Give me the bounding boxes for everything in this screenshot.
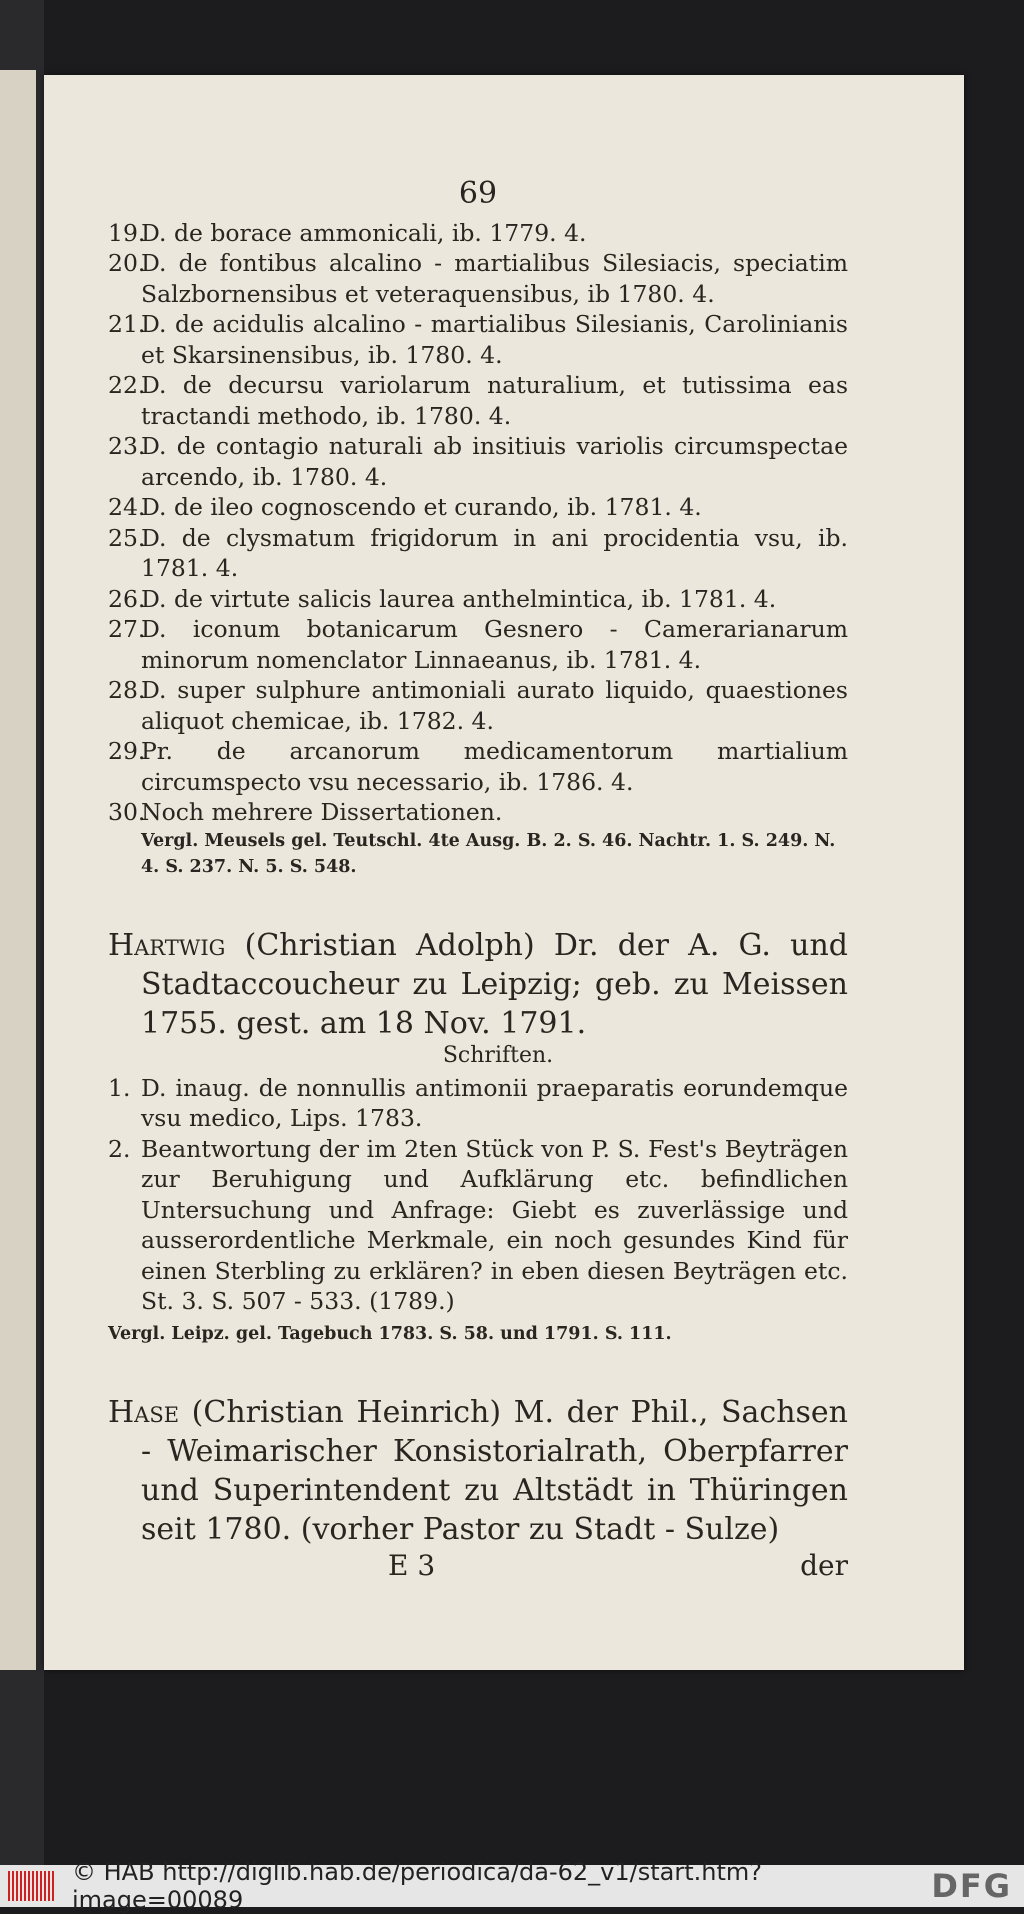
entry-number: 27.: [108, 615, 146, 643]
reference-note: Vergl. Leipz. gel. Tagebuch 1783. S. 58. und 1791. S. 111.: [108, 1323, 672, 1344]
entry-text: Pr. de arcanorum medicamentorum martialium circumspecto vsu necessario, ib. 1786. 4.: [141, 737, 848, 796]
entry-text: D. de decursu variolarum naturalium, et tutissima eas tractandi methodo, ib. 1780. 4.: [141, 371, 848, 430]
author-details: (Christian Adolph) Dr. der A. G. und Stadtaccoucheur zu Leipzig; geb. zu Meissen 1755. gest. am 18 Nov. 1791.: [141, 927, 848, 1041]
book-page: [44, 75, 964, 1670]
reference-note: Vergl. Meusels gel. Teutschl. 4te Ausg. B. 2. S. 46. Nachtr. 1. S. 249. N. 4. S. 237. N. 5. S. 548.: [141, 830, 836, 877]
page-content: [108, 176, 848, 1583]
dfg-logo: DFG: [931, 1867, 1012, 1905]
previous-page-edge: [0, 70, 36, 1670]
entry-number: 25.: [108, 523, 146, 552]
entry-number: 21.: [108, 310, 146, 338]
entry-text: D. iconum botanicarum Gesnero - Camerarianarum minorum nomenclator Linnaeanus, ib. 1781. 4.: [141, 615, 848, 674]
viewer-footer: [0, 1858, 1024, 1914]
entry-number: 20.: [108, 249, 146, 277]
author-surname: Hartwig: [108, 927, 226, 963]
entry-number: 26.: [108, 584, 146, 613]
entry-text: D. de fontibus alcalino - martialibus Silesiacis, speciatim Salzbornensibus et veteraquensibus, ib 1780. 4.: [141, 249, 848, 308]
list-item: [108, 1073, 848, 1134]
entry-text: D. inaug. de nonnullis antimonii praeparatis eorundemque vsu medico, Lips. 1783.: [141, 1073, 848, 1132]
list-item: [108, 218, 848, 249]
biography-heading-hartwig: [108, 926, 848, 1043]
list-item: [108, 370, 848, 431]
copyright-link[interactable]: © HAB http://diglib.hab.de/periodica/da-62_v1/start.htm?image=00089: [72, 1858, 762, 1914]
list-item: [108, 248, 848, 309]
entry-text: D. de contagio naturali ab insitiuis variolis circumspectae arcendo, ib. 1780. 4.: [141, 432, 848, 491]
entry-number: 28.: [108, 676, 146, 704]
list-item: [108, 797, 848, 828]
entry-text: D. de acidulis alcalino - martialibus Silesianis, Carolinianis et Skarsinensibus, ib. 1780. 4.: [141, 310, 848, 369]
list-item: [108, 1134, 848, 1317]
entry-list-a: [108, 218, 848, 828]
entry-text: D. super sulphure antimoniali aurato liquido, quaestiones aliquot chemicae, ib. 1782. 4.: [141, 676, 848, 735]
entry-text: D. de clysmatum frigidorum in ani procidentia vsu, ib. 1781. 4.: [141, 523, 848, 582]
entry-number: 19.: [108, 218, 146, 247]
catchword: der: [800, 1548, 848, 1582]
entry-text: Beantwortung der im 2ten Stück von P. S. Fest's Beyträgen zur Beruhigung und Aufklärung etc. befindlichen Untersuchung und Anfrage: Giebt es zuverlässige und ausserordentliche Merkmale, ein noch gesundes Kind für einen Sterbling zu erklären? in eben diesen Beyträgen etc. St. 3. S. 507 - 533. (1789.): [141, 1134, 848, 1315]
entry-number: 1.: [108, 1073, 131, 1102]
page-footer-line: [108, 1549, 848, 1583]
entry-text: D. de ileo cognoscendo et curando, ib. 1781. 4.: [141, 493, 702, 521]
entry-list-b: [108, 1073, 848, 1317]
list-item: [108, 675, 848, 736]
entry-number: 29.: [108, 737, 146, 765]
list-item: [108, 492, 848, 523]
page-number: 69: [458, 176, 498, 211]
entry-text: Noch mehrere Dissertationen.: [141, 798, 503, 826]
list-item: [108, 309, 848, 370]
list-item: [108, 431, 848, 492]
biography-heading-hase: [108, 1393, 848, 1549]
entry-number: 30.: [108, 798, 146, 826]
entry-text: D. de virtute salicis laurea anthelmintica, ib. 1781. 4.: [141, 584, 777, 613]
list-item: [108, 736, 848, 797]
list-item: [108, 614, 848, 675]
list-item: [108, 584, 848, 615]
signature-mark: E 3: [388, 1548, 436, 1582]
list-item: [108, 523, 848, 584]
author-surname: Hase: [108, 1394, 180, 1430]
barcode-icon: [8, 1871, 56, 1901]
entry-number: 23.: [108, 432, 146, 460]
entry-text: D. de borace ammonicali, ib. 1779. 4.: [141, 218, 587, 247]
section-label: Schriften.: [442, 1042, 554, 1068]
entry-number: 24.: [108, 493, 146, 521]
entry-number: 2.: [108, 1134, 131, 1163]
entry-number: 22.: [108, 371, 146, 399]
author-details: (Christian Heinrich) M. der Phil., Sachsen - Weimarischer Konsistorialrath, Oberpfarrer und Superintendent zu Altstädt in Thüringen seit 1780. (vorher Pastor zu Stadt - Sulze): [141, 1394, 848, 1547]
